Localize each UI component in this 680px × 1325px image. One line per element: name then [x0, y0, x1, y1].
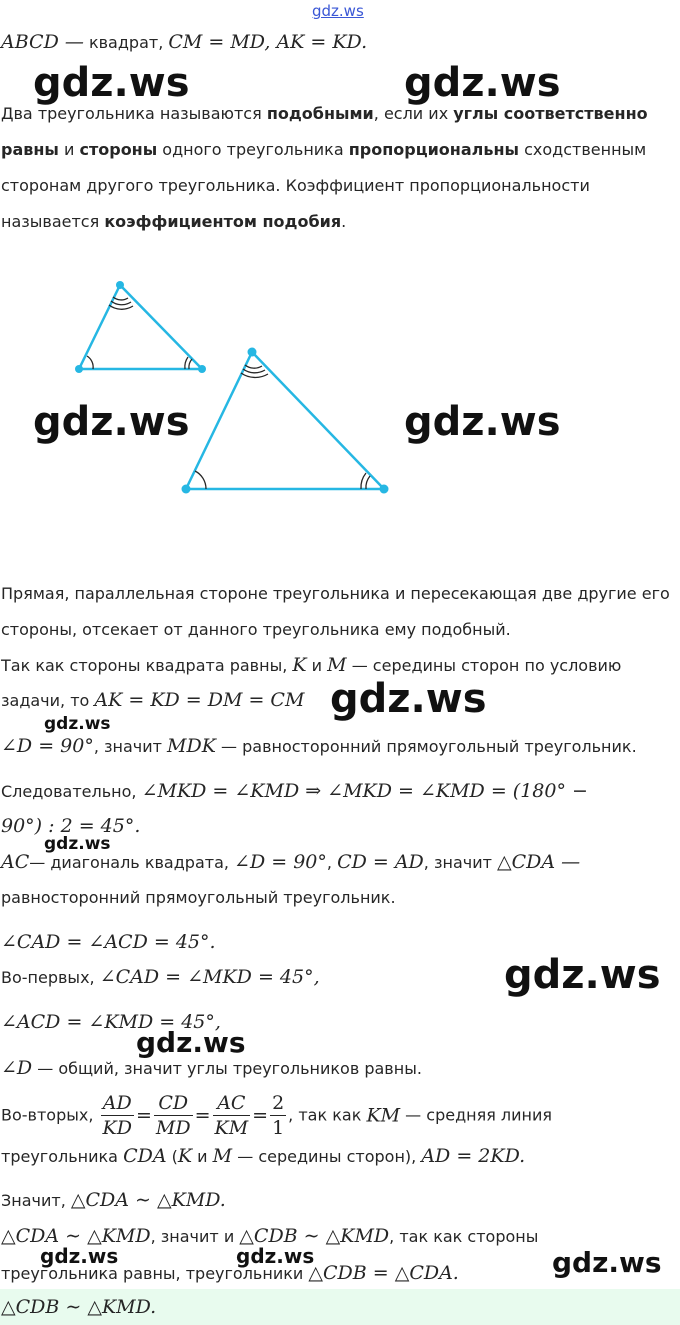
fraction: $\frac{AC}{KM}$ — [214, 1092, 249, 1139]
math: ABCD — — [1, 31, 84, 53]
solution-line-3: ∠D = 90°, значит MDK — равносторонний прямоугольный треугольник. — [1, 735, 637, 757]
theorem-line-1: Прямая, параллельная стороне треугольника и пересекающая две другие его — [1, 584, 670, 603]
similar-triangles-figure — [0, 270, 420, 510]
solution-line-6: AC— диагональ квадрата, ∠D = 90°, CD = AD, значит △CDA — — [1, 851, 581, 873]
definition-line-3: сторонам другого треугольника. Коэффициент пропорциональности — [1, 176, 590, 195]
small-triangle — [79, 285, 202, 369]
watermark: gdz.ws — [504, 952, 661, 998]
small-triangle-angle-marks — [87, 297, 192, 369]
fraction: $\frac{CD}{MD}$ — [155, 1092, 191, 1139]
solution-line-14: Значит, △CDA ∼ △KMD. — [1, 1189, 226, 1211]
given-line — [1, 31, 367, 54]
solution-line-9: Во-первых, ∠CAD = ∠MKD = 45°, — [1, 966, 320, 988]
watermark-top-link[interactable]: gdz.ws — [312, 2, 364, 20]
watermark: gdz.ws — [236, 1244, 315, 1268]
definition-line-4: называется коэффициентом подобия. — [1, 212, 347, 231]
watermark: gdz.ws — [552, 1246, 662, 1279]
watermark: gdz.ws — [33, 60, 190, 106]
watermark: gdz.ws — [330, 676, 487, 722]
solution-line-10: ∠ACD = ∠KMD = 45°, — [1, 1011, 221, 1033]
watermark: gdz.ws — [404, 399, 561, 445]
solution-line-2: задачи, то AK = KD = DM = CM — [1, 689, 305, 711]
solution-line-4: Следовательно, ∠MKD = ∠KMD ⇒ ∠MKD = ∠KMD = (180° − — [1, 780, 588, 802]
definition-line-1: Два треугольника называются подобными, если их углы соответственно — [1, 104, 648, 123]
solution-line-16: треугольника равны, треугольники △CDB = △CDA. — [1, 1262, 459, 1284]
watermark: gdz.ws — [404, 60, 561, 106]
solution-line-7: равносторонний прямоугольный треугольник. — [1, 888, 396, 907]
watermark: gdz.ws — [136, 1026, 246, 1059]
theorem-line-2: стороны, отсекает от данного треугольника ему подобный. — [1, 620, 511, 639]
watermark: gdz.ws — [40, 1244, 119, 1268]
proportion-line: Во-вторых, $\frac{AD}{KD}$ = $\frac{CD}{MD}$ = $\frac{AC}{KM}$ = $\frac{2}{1}$ , так как KM — средняя линия — [1, 1092, 553, 1139]
large-triangle — [186, 352, 384, 489]
solution-line-15: △CDA ∼ △KMD, значит и △CDB ∼ △KMD, так как стороны — [1, 1225, 539, 1247]
solution-line-13: треугольника CDA (K и M — середины сторон), AD = 2KD. — [1, 1145, 526, 1167]
watermark: gdz.ws — [44, 714, 111, 734]
solution-line-1: Так как стороны квадрата равны, K и M — середины сторон по условию — [1, 654, 622, 676]
solution-line-11: ∠D — общий, значит углы треугольников равны. — [1, 1057, 422, 1079]
math: CM = MD, AK = KD. — [168, 31, 368, 53]
fraction: $\frac{2}{1}$ — [272, 1092, 285, 1139]
answer-line: △CDB ∼ △KMD. — [1, 1296, 157, 1318]
large-triangle-vertices — [182, 348, 389, 494]
solution-line-8: ∠CAD = ∠ACD = 45°. — [1, 931, 216, 953]
text: квадрат, — [83, 33, 169, 52]
solution-line-5: 90°) : 2 = 45°. — [1, 815, 141, 837]
definition-line-2: равны и стороны одного треугольника пропорциональны сходственным — [1, 140, 647, 159]
fraction: $\frac{AD}{KD}$ — [102, 1092, 132, 1139]
watermark: gdz.ws — [33, 399, 190, 445]
watermark: gdz.ws — [44, 834, 111, 854]
